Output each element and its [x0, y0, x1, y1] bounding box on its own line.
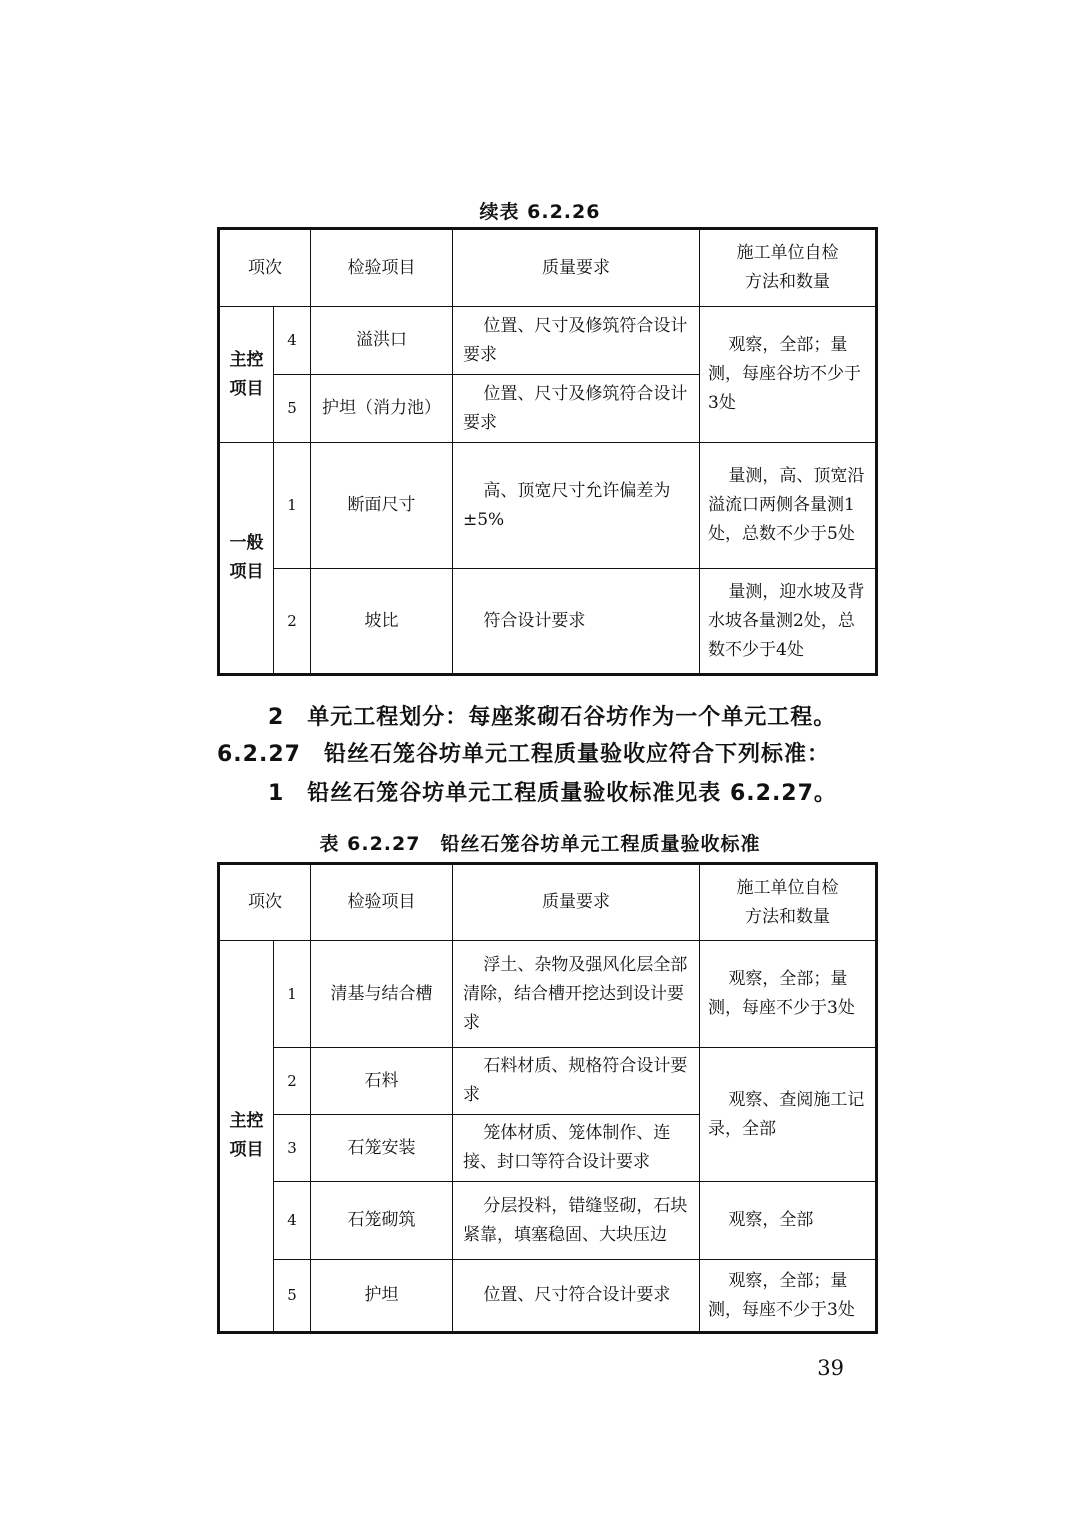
header-inspection-item: 检验项目: [311, 229, 453, 307]
row-requirement: 位置、尺寸及修筑符合设计要求: [453, 307, 700, 375]
row-item: 断面尺寸: [311, 443, 453, 569]
row-check: 量测，高、顶宽沿溢流口两侧各量测1处，总数不少于5处: [700, 443, 877, 569]
header-check-method: 施工单位自检 方法和数量: [700, 229, 877, 307]
table-row: [219, 443, 877, 569]
row-item: 护坦: [311, 1260, 453, 1333]
row-requirement: 位置、尺寸及修筑符合设计要求: [453, 375, 700, 443]
paragraph-6-2-27: 6.2.27 铅丝石笼谷坊单元工程质量验收应符合下列标准：: [217, 742, 830, 767]
table2-header-row: [219, 864, 877, 941]
row-number: 2: [274, 569, 311, 675]
table-row: [219, 1048, 877, 1115]
header-check-method: 施工单位自检 方法和数量: [700, 864, 877, 941]
table-row: [219, 569, 877, 675]
table2-caption: 表 6.2.27 铅丝石笼谷坊单元工程质量验收标准: [319, 833, 761, 855]
row-check: 观察，全部；量测，每座不少于3处: [700, 1260, 877, 1333]
page-number: 39: [817, 1356, 844, 1380]
row-item: 石料: [311, 1048, 453, 1115]
row-number: 4: [274, 1182, 311, 1260]
row-item: 石笼安装: [311, 1115, 453, 1182]
header-quality-requirement: 质量要求: [453, 229, 700, 307]
row-number: 3: [274, 1115, 311, 1182]
table-row: [219, 941, 877, 1048]
row-requirement: 分层投料，错缝竖砌，石块紧靠，填塞稳固、大块压边: [453, 1182, 700, 1260]
category-general: 一般 项目: [219, 443, 274, 675]
row-check: 观察，全部: [700, 1182, 877, 1260]
table1-caption: 续表 6.2.26: [479, 201, 601, 223]
table-row: [219, 307, 877, 375]
row-number: 2: [274, 1048, 311, 1115]
row-requirement: 石料材质、规格符合设计要求: [453, 1048, 700, 1115]
category-main-control: 主控 项目: [219, 941, 274, 1333]
paragraph-table-reference: 1 铅丝石笼谷坊单元工程质量验收标准见表 6.2.27。: [268, 781, 837, 806]
table-row: [219, 1182, 877, 1260]
header-item-no: 项次: [219, 864, 311, 941]
row-item: 清基与结合槽: [311, 941, 453, 1048]
row-item: 坡比: [311, 569, 453, 675]
table-6-2-26-continued: [217, 227, 878, 676]
row-check: 量测，迎水坡及背水坡各量测2处，总数不少于4处: [700, 569, 877, 675]
row-check: 观察、查阅施工记录，全部: [700, 1048, 877, 1182]
table1-header-row: [219, 229, 877, 307]
paragraph-unit-division: 2 单元工程划分：每座浆砌石谷坊作为一个单元工程。: [268, 705, 837, 730]
row-number: 5: [274, 375, 311, 443]
row-check: 观察，全部；量测，每座不少于3处: [700, 941, 877, 1048]
row-requirement: 符合设计要求: [453, 569, 700, 675]
row-requirement: 高、顶宽尺寸允许偏差为±5%: [453, 443, 700, 569]
header-inspection-item: 检验项目: [311, 864, 453, 941]
category-main-control: 主控 项目: [219, 307, 274, 443]
row-number: 4: [274, 307, 311, 375]
row-check: 观察，全部；量测，每座谷坊不少于3处: [700, 307, 877, 443]
row-requirement: 浮土、杂物及强风化层全部清除，结合槽开挖达到设计要求: [453, 941, 700, 1048]
row-number: 1: [274, 443, 311, 569]
header-item-no: 项次: [219, 229, 311, 307]
row-item: 溢洪口: [311, 307, 453, 375]
row-number: 5: [274, 1260, 311, 1333]
table-6-2-27: [217, 862, 878, 1334]
row-number: 1: [274, 941, 311, 1048]
row-requirement: 位置、尺寸符合设计要求: [453, 1260, 700, 1333]
header-quality-requirement: 质量要求: [453, 864, 700, 941]
row-requirement: 笼体材质、笼体制作、连接、封口等符合设计要求: [453, 1115, 700, 1182]
row-item: 石笼砌筑: [311, 1182, 453, 1260]
table-row: [219, 1260, 877, 1333]
row-item: 护坦（消力池）: [311, 375, 453, 443]
